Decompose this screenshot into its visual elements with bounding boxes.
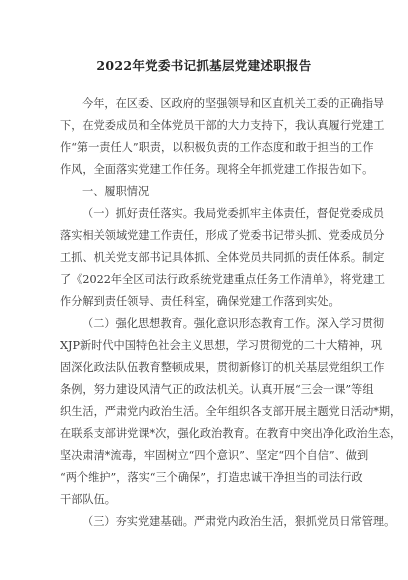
paragraph-line: 工抓、机关党支部书记具体抓、全体党员共同抓的责任体系。制定 [60,251,385,264]
paragraph-line: 作风，全面落实党建工作任务。现将全年抓党建工作报告如下。 [60,163,374,176]
paragraph-line: XJP新时代中国特色社会主义思想，学习贯彻党的二十大精神，巩 [60,339,383,352]
paragraph-line: 作分解到责任领导、责任科室，确保党建工作落到实处。 [60,295,340,308]
paragraph-line: 今年，在区委、区政府的坚强领导和区直机关工委的正确指导 [82,97,385,110]
paragraph-line: 下，在党委成员和全体党员干部的大力支持下，我认真履行党建工 [60,119,385,132]
paragraph-line: （三）夯实党建基础。严肃党内政治生活，狠抓党员日常管理。 [82,515,396,528]
paragraph-line: 在联系支部讲党课*次，强化政治教育。在教育中突出净化政治生态， [60,427,402,440]
document-title: 2022年党委书记抓基层党建述职报告 [96,58,312,73]
paragraph-line: 干部队伍。 [60,493,116,506]
paragraph-line: （一）抓好责任落实。我局党委抓牢主体责任，督促党委成员 [82,207,385,220]
paragraph-line: 了《2022年全区司法行政系统党建重点任务工作清单》，将党建工 [60,273,385,286]
paragraph-line: 坚决肃清*流毒，牢固树立“四个意识”、坚定“四个自信”、做到 [60,449,369,462]
paragraph-line: 织生活，严肃党内政治生活。全年组织各支部开展主题党日活动*期， [60,405,402,418]
paragraph-line: 条例，努力建设风清气正的政法机关。认真开展“三会一课”等组 [60,383,374,396]
paragraph-line: 落实相关领域党建工作责任，形成了党委书记带头抓、党委成员分 [60,229,385,242]
paragraph-line: 作“第一责任人”职责，以积极负责的工作态度和敢于担当的工作 [60,141,374,154]
paragraph-line: （二）强化思想教育。强化意识形态教育工作。深入学习贯彻 [82,317,385,330]
paragraph-line: “两个维护”，落实“三个确保”，打造忠诚干净担当的司法行政 [60,471,363,484]
paragraph-line: 固深化政法队伍教育整顿成果，贯彻新修订的机关基层党组织工作 [60,361,385,374]
section-heading: 一、履职情况 [82,185,150,198]
